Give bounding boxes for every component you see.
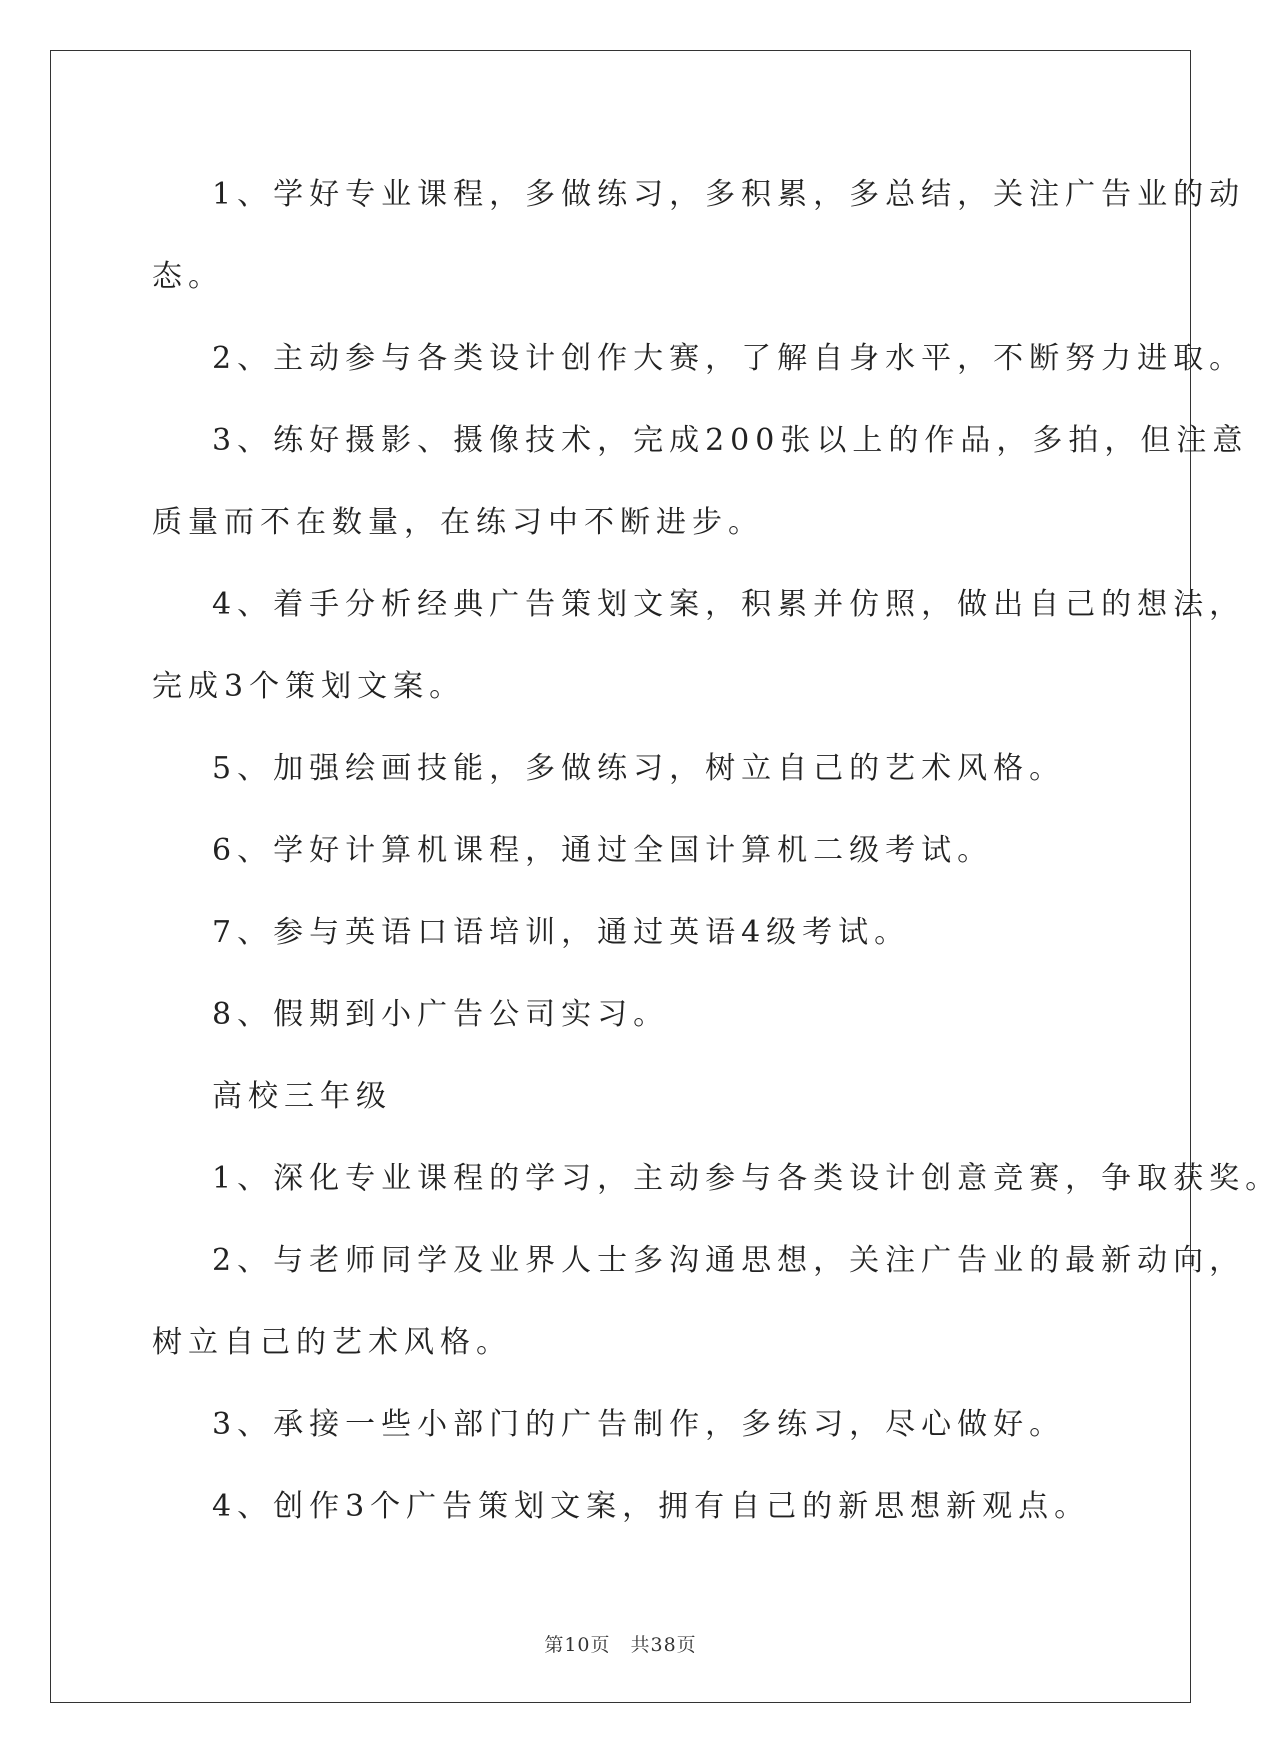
- text-line: 1、学好专业课程，多做练习，多积累，多总结，关注广告业的动: [212, 177, 1246, 212]
- document-body: [152, 166, 1281, 1560]
- text-line: 1、深化专业课程的学习，主动参与各类设计创意竞赛，争取获奖。: [212, 1161, 1281, 1196]
- text-line: 完成3个策划文案。: [152, 669, 466, 704]
- page-number: 第10页 共38页: [544, 1634, 697, 1656]
- text-line: 7、参与英语口语培训，通过英语4级考试。: [212, 915, 911, 950]
- text-line: 2、与老师同学及业界人士多沟通思想，关注广告业的最新动向，: [212, 1243, 1246, 1278]
- text-line: 3、承接一些小部门的广告制作，多练习，尽心做好。: [212, 1407, 1066, 1442]
- text-line: 6、学好计算机课程，通过全国计算机二级考试。: [212, 833, 994, 868]
- text-line: 8、假期到小广告公司实习。: [212, 997, 670, 1032]
- text-line: 5、加强绘画技能，多做练习，树立自己的艺术风格。: [212, 751, 1066, 786]
- text-line: 4、创作3个广告策划文案，拥有自己的新思想新观点。: [212, 1489, 1091, 1524]
- text-line: 3、练好摄影、摄像技术，完成200张以上的作品，多拍，但注意: [212, 423, 1249, 458]
- text-line: 态。: [152, 259, 224, 294]
- text-line: 质量而不在数量，在练习中不断进步。: [152, 505, 764, 540]
- section-heading: 高校三年级: [212, 1079, 392, 1114]
- text-line: 4、着手分析经典广告策划文案，积累并仿照，做出自己的想法，: [212, 587, 1246, 622]
- text-line: 树立自己的艺术风格。: [152, 1325, 512, 1360]
- text-line: 2、主动参与各类设计创作大赛，了解自身水平，不断努力进取。: [212, 341, 1246, 376]
